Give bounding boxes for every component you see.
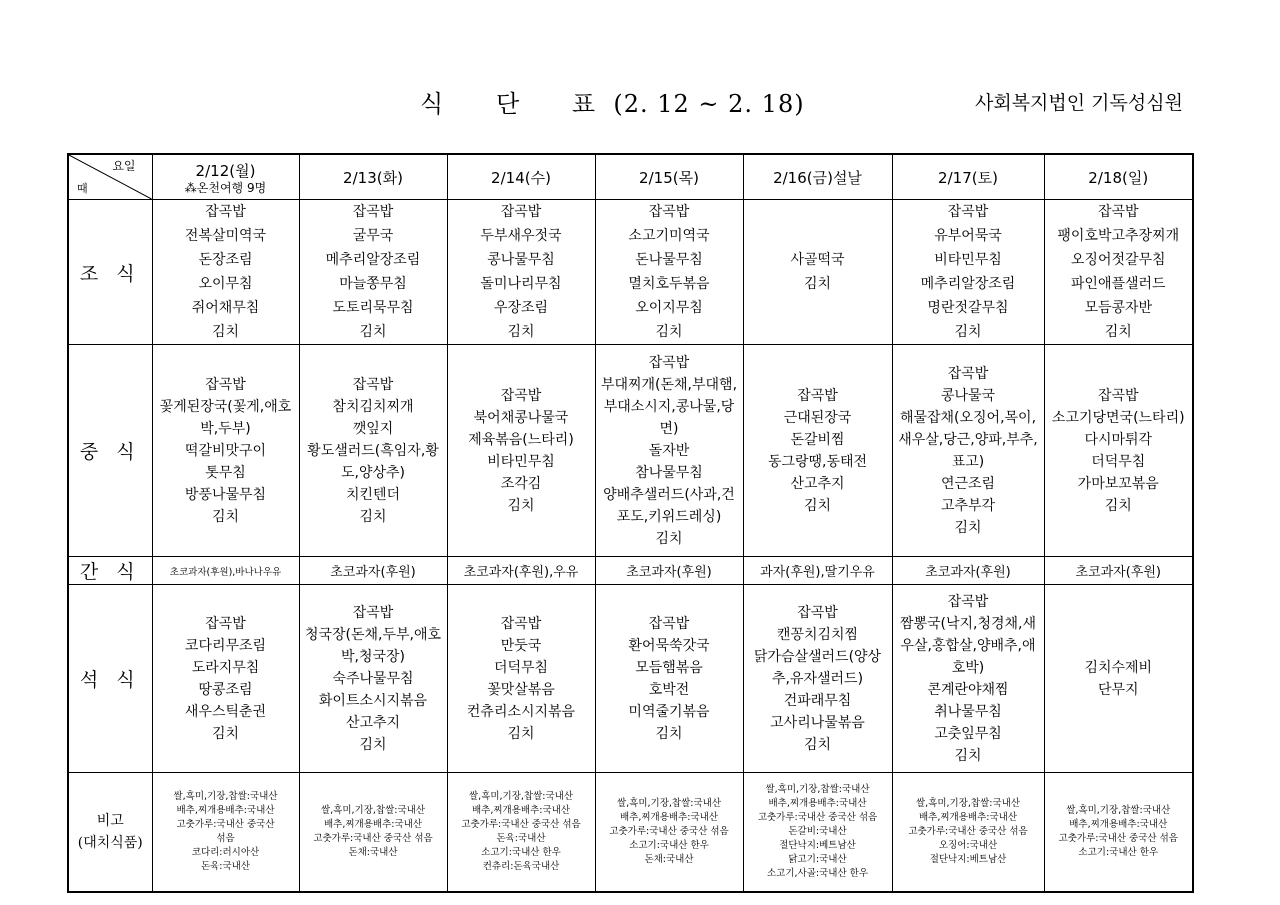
menu-item: 꽃게된장국(꽃게,애호박,두부) xyxy=(159,398,292,437)
menu-item: 잡곡밥 xyxy=(352,204,394,220)
menu-item: 제육볶음(느타리) xyxy=(468,431,574,448)
menu-item: 양배추샐러드(사과,건포도,키위드레싱) xyxy=(603,486,735,525)
remarks-cell xyxy=(152,773,299,892)
origin-note: 배추,찌개용배추:국내산 xyxy=(620,811,718,823)
dinner-cell xyxy=(743,585,892,773)
menu-item: 취나물무침 xyxy=(934,703,1002,720)
snack-cell: 과자(후원),딸기우유 xyxy=(743,557,892,585)
menu-item: 잡곡밥 xyxy=(352,604,394,621)
menu-item: 명란젓갈무침 xyxy=(927,300,1009,316)
row-label-lunch: 중 식 xyxy=(68,345,152,557)
breakfast-row xyxy=(68,200,1193,345)
menu-item: 김치 xyxy=(507,725,535,742)
dinner-cell xyxy=(447,585,595,773)
header-corner xyxy=(68,154,152,200)
remarks-cell xyxy=(299,773,447,892)
snack-cell: 초코과자(후원) xyxy=(1044,557,1193,585)
menu-item: 김치 xyxy=(655,530,683,547)
menu-item: 오이무침 xyxy=(198,276,253,292)
origin-note: 소고기:국내산 한우 xyxy=(481,846,561,858)
remarks-row xyxy=(68,773,1193,892)
day-header-fri: 2/16(금)설날 xyxy=(743,154,892,200)
origin-note: 절단낙지:베트남산 xyxy=(779,839,856,851)
snack-cell: 초코과자(후원),바나나우유 xyxy=(152,557,299,585)
origin-note: 소고기:국내산 한우 xyxy=(629,839,709,851)
menu-item: 김치 xyxy=(211,324,240,340)
day-header-thu: 2/15(목) xyxy=(595,154,743,200)
dinner-cell xyxy=(595,585,743,773)
menu-item: 우장조림 xyxy=(493,300,549,316)
snack-cell: 초코과자(후원) xyxy=(892,557,1044,585)
menu-item: 잡곡밥 xyxy=(797,604,838,621)
dinner-row xyxy=(68,585,1193,773)
day-header-mon xyxy=(152,154,299,200)
origin-note: 섞음 xyxy=(216,832,235,844)
lunch-cell xyxy=(743,345,892,557)
day-header-tue: 2/13(화) xyxy=(299,154,447,200)
menu-item: 미역줄기볶음 xyxy=(628,703,710,720)
menu-item: 도라지무침 xyxy=(191,659,260,676)
menu-item: 전복살미역국 xyxy=(184,228,267,244)
lunch-cell xyxy=(152,345,299,557)
origin-note: 닭고기:국내산 xyxy=(788,853,847,865)
menu-item: 잡곡밥 xyxy=(500,204,542,220)
menu-item: 김치 xyxy=(803,276,832,292)
menu-item: 김치 xyxy=(803,736,832,753)
menu-item: 컨츄리소시지볶음 xyxy=(466,703,576,720)
origin-note: 고춧가루:국내산 중국산 섞음 xyxy=(313,832,433,844)
origin-note: 쌀,흑미,기장,찹쌀:국내산 xyxy=(1066,804,1171,816)
origin-note: 고춧가루:국내산 중국산 섞음 xyxy=(609,825,729,837)
menu-item: 김치 xyxy=(211,508,240,525)
origin-note: 쌀,흑미,기장,찹쌀:국내산 xyxy=(320,804,426,816)
menu-item: 잡곡밥 xyxy=(1097,387,1139,404)
origin-note: 배추,찌개용배추:국내산 xyxy=(768,797,867,809)
menu-item: 돈나물무침 xyxy=(635,252,703,268)
origin-note: 코다리:러시아산 xyxy=(191,846,260,858)
remarks-cell xyxy=(1044,773,1193,892)
day-header-wed: 2/14(수) xyxy=(447,154,595,200)
menu-item: 소고기미역국 xyxy=(628,228,710,244)
menu-item: 메추리알장조림 xyxy=(920,276,1016,292)
breakfast-cell xyxy=(447,200,595,345)
menu-item: 더덕무침 xyxy=(493,659,549,676)
menu-item: 잡곡밥 xyxy=(500,387,542,404)
menu-item: 조각김 xyxy=(500,475,542,492)
menu-item: 김치 xyxy=(954,747,982,764)
origin-note: 쌀,흑미,기장,찹쌀:국내산 xyxy=(616,797,722,809)
menu-item: 참치김치찌개 xyxy=(332,398,414,415)
menu-item: 깻잎지 xyxy=(352,420,394,437)
menu-item: 산고추지 xyxy=(790,475,845,492)
breakfast-cell xyxy=(743,200,892,345)
origin-note: 쌀,흑미,기장,찹쌀:국내산 xyxy=(915,797,1021,809)
menu-item: 잡곡밥 xyxy=(947,365,989,382)
snack-cell: 초코과자(후원) xyxy=(299,557,447,585)
menu-item: 모듬콩자반 xyxy=(1084,300,1153,316)
menu-item: 굴무국 xyxy=(352,228,394,244)
menu-item: 땅콩조림 xyxy=(198,681,253,698)
menu-item: 김치 xyxy=(359,324,387,340)
menu-item: 콩나물국 xyxy=(940,387,996,404)
menu-item: 근대된장국 xyxy=(783,409,852,426)
menu-item: 방풍나물무침 xyxy=(184,486,267,503)
menu-item: 잡곡밥 xyxy=(205,615,246,632)
origin-note: 배추,찌개용배추:국내산 xyxy=(919,811,1017,823)
menu-item: 돈갈비찜 xyxy=(790,431,845,448)
menu-item: 잡곡밥 xyxy=(205,376,246,393)
remarks-cell xyxy=(447,773,595,892)
remarks-cell xyxy=(595,773,743,892)
snack-cell: 초코과자(후원),우유 xyxy=(447,557,595,585)
menu-item: 콩나물무침 xyxy=(487,252,555,268)
menu-item: 닭가슴살샐러드(양상추,유자샐러드) xyxy=(753,648,882,687)
menu-item: 김치 xyxy=(359,736,387,753)
origin-note: 고춧가루:국내산 중국산 xyxy=(176,818,275,830)
origin-note: 오징어:국내산 xyxy=(938,839,998,851)
menu-item: 김치 xyxy=(803,497,832,514)
menu-item: 김치 xyxy=(359,508,387,525)
menu-item: 황도샐러드(흑임자,황도,양상추) xyxy=(307,442,439,481)
menu-item: 연근조림 xyxy=(940,475,996,492)
breakfast-cell xyxy=(152,200,299,345)
remarks-sublabel: (대치식품) xyxy=(77,834,143,851)
menu-item: 화이트소시지볶음 xyxy=(318,692,428,709)
origin-note: 쌀,흑미,기장,찹쌀:국내산 xyxy=(468,790,574,802)
menu-item: 잡곡밥 xyxy=(648,204,690,220)
row-label-snack: 간 식 xyxy=(68,557,152,585)
menu-item: 고추부각 xyxy=(940,497,996,514)
menu-item: 잡곡밥 xyxy=(205,204,246,220)
menu-item: 비타민무침 xyxy=(487,453,555,470)
remarks-cell xyxy=(743,773,892,892)
origin-note: 쌀,흑미,기장,찹쌀:국내산 xyxy=(173,790,278,802)
breakfast-cell xyxy=(1044,200,1193,345)
menu-item: 새우스틱춘권 xyxy=(184,703,267,720)
menu-item: 오이지무침 xyxy=(635,300,703,316)
menu-item: 김치 xyxy=(655,324,683,340)
menu-item: 톳무침 xyxy=(205,464,246,481)
breakfast-cell xyxy=(595,200,743,345)
header-row xyxy=(68,154,1193,200)
menu-item: 참나물무침 xyxy=(635,464,703,481)
menu-item: 소고기당면국(느타리) xyxy=(1051,409,1185,426)
menu-item: 떡갈비맛구이 xyxy=(184,442,267,459)
menu-item: 돈장조림 xyxy=(198,252,253,268)
organization-name: 사회복지법인 기독성심원 xyxy=(975,92,1183,114)
menu-item: 청국장(돈채,두부,애호박,청국장) xyxy=(304,626,442,665)
lunch-cell xyxy=(1044,345,1193,557)
breakfast-cell xyxy=(892,200,1044,345)
origin-note: 돈채:국내산 xyxy=(348,846,398,858)
menu-item: 고사리나물볶음 xyxy=(770,714,865,731)
origin-note: 소고기,사골:국내산 한우 xyxy=(766,867,868,879)
menu-item: 숙주나물무침 xyxy=(332,670,414,687)
menu-item: 두부새우젓국 xyxy=(480,228,562,244)
remarks-label: 비고 xyxy=(96,812,124,829)
origin-note: 돈갈비:국내산 xyxy=(788,825,847,837)
origin-note: 고춧가루:국내산 중국산 섞음 xyxy=(908,825,1028,837)
origin-note: 고춧가루:국내산 중국산 섞음 xyxy=(461,818,581,830)
menu-item: 잡곡밥 xyxy=(947,204,989,220)
dinner-cell xyxy=(1044,585,1193,773)
origin-note: 절단낙지:베트남산 xyxy=(929,853,1007,865)
menu-item: 돌미나리무침 xyxy=(480,276,562,292)
breakfast-cell xyxy=(299,200,447,345)
menu-item: 고춧잎무침 xyxy=(934,725,1002,742)
menu-item: 오징어젓갈무침 xyxy=(1070,252,1166,268)
menu-item: 팽이호박고추장찌개 xyxy=(1057,228,1180,244)
menu-item: 김치 xyxy=(211,725,240,742)
origin-note: 컨츄리:돈육국내산 xyxy=(482,860,560,872)
menu-item: 돌자반 xyxy=(648,442,690,459)
menu-item: 부대찌개(돈채,부대햄,부대소시지,콩나물,당면) xyxy=(600,376,738,437)
menu-item: 더덕무침 xyxy=(1091,453,1146,470)
dinner-cell xyxy=(892,585,1044,773)
menu-item: 잡곡밥 xyxy=(500,615,542,632)
menu-item: 멸치호두볶음 xyxy=(628,276,710,292)
menu-item: 마늘쫑무침 xyxy=(339,276,407,292)
lunch-cell xyxy=(299,345,447,557)
menu-table xyxy=(67,153,1194,893)
menu-item: 김치 xyxy=(954,519,982,536)
menu-item: 김치 xyxy=(507,497,535,514)
lunch-cell xyxy=(595,345,743,557)
menu-item: 북어채콩나물국 xyxy=(473,409,569,426)
day-header-sun: 2/18(일) xyxy=(1044,154,1193,200)
menu-item: 유부어묵국 xyxy=(934,228,1002,244)
menu-item: 짬뽕국(낙지,청경채,새우살,홍합살,양배추,애호박) xyxy=(899,615,1037,676)
lunch-cell xyxy=(447,345,595,557)
lunch-cell xyxy=(892,345,1044,557)
menu-item: 치킨텐더 xyxy=(345,486,401,503)
origin-note: 돈채:국내산 xyxy=(644,853,694,865)
menu-item: 만둣국 xyxy=(500,637,542,654)
row-label-breakfast: 조 식 xyxy=(68,200,152,345)
origin-note: 돈육:국내산 xyxy=(496,832,546,844)
menu-item: 모듬햄볶음 xyxy=(635,659,703,676)
menu-item: 김치 xyxy=(1104,497,1132,514)
lunch-row xyxy=(68,345,1193,557)
menu-item: 콘계란야채찜 xyxy=(927,681,1009,698)
menu-item: 동그랑땡,동태전 xyxy=(767,453,868,470)
menu-item: 잡곡밥 xyxy=(352,376,394,393)
menu-item: 잡곡밥 xyxy=(947,593,989,610)
menu-item: 잡곡밥 xyxy=(1097,204,1139,220)
menu-item: 환어묵쑥갓국 xyxy=(628,637,710,654)
row-label-remarks xyxy=(68,773,152,892)
menu-item: 사골떡국 xyxy=(790,252,845,268)
menu-item: 건파래무침 xyxy=(783,692,852,709)
dinner-cell xyxy=(152,585,299,773)
menu-item: 비타민무침 xyxy=(934,252,1002,268)
menu-item: 잡곡밥 xyxy=(648,615,690,632)
origin-note: 고춧가루:국내산 중국산 섞음 xyxy=(757,811,878,823)
menu-item: 꽃맛살볶음 xyxy=(487,681,555,698)
day-header-sat: 2/17(토) xyxy=(892,154,1044,200)
menu-item: 단무지 xyxy=(1097,681,1139,698)
origin-note: 돈육:국내산 xyxy=(200,860,251,872)
menu-item: 김치수제비 xyxy=(1084,659,1153,676)
menu-item: 도토리묵무침 xyxy=(332,300,414,316)
origin-note: 배추,찌개용배추:국내산 xyxy=(324,818,422,830)
dinner-cell xyxy=(299,585,447,773)
meal-label: 때 xyxy=(77,182,88,195)
snack-cell: 초코과자(후원) xyxy=(595,557,743,585)
row-label-dinner: 석 식 xyxy=(68,585,152,773)
menu-item: 잡곡밥 xyxy=(648,354,690,371)
origin-note: 고춧가루:국내산 중국산 섞음 xyxy=(1058,832,1178,844)
menu-item: 메추리알장조림 xyxy=(325,252,421,268)
menu-item: 김치 xyxy=(1104,324,1132,340)
menu-item: 파인애플샐러드 xyxy=(1070,276,1166,292)
remarks-cell xyxy=(892,773,1044,892)
snack-row xyxy=(68,557,1193,585)
menu-item: 산고추지 xyxy=(345,714,401,731)
menu-item: 해물잡채(오징어,목이,새우살,당근,양파,부추,표고) xyxy=(898,409,1038,470)
origin-note: 배추,찌개용배추:국내산 xyxy=(176,804,275,816)
menu-item: 가마보꼬볶음 xyxy=(1077,475,1159,492)
menu-item: 코다리무조림 xyxy=(184,637,267,654)
menu-item: 잡곡밥 xyxy=(797,387,838,404)
menu-item: 김치 xyxy=(507,324,535,340)
origin-note: 배추,찌개용배추:국내산 xyxy=(1069,818,1168,830)
day-date: 2/12(월) xyxy=(195,161,256,180)
menu-item: 호박전 xyxy=(648,681,690,698)
menu-item: 다시마튀각 xyxy=(1084,431,1153,448)
day-note: ⁂온천여행 9명 xyxy=(184,180,267,195)
menu-item: 김치 xyxy=(655,725,683,742)
menu-item: 캔꽁치김치찜 xyxy=(776,626,859,643)
menu-item: 쥐어채무침 xyxy=(191,300,260,316)
origin-note: 배추,찌개용배추:국내산 xyxy=(472,804,570,816)
menu-item: 김치 xyxy=(954,324,982,340)
origin-note: 쌀,흑미,기장,찹쌀:국내산 xyxy=(765,783,870,795)
page-title: 식 단 표 (2. 12 ~ 2. 18) xyxy=(420,90,805,118)
day-label: 요일 xyxy=(112,159,136,173)
origin-note: 소고기:국내산 한우 xyxy=(1078,846,1159,858)
